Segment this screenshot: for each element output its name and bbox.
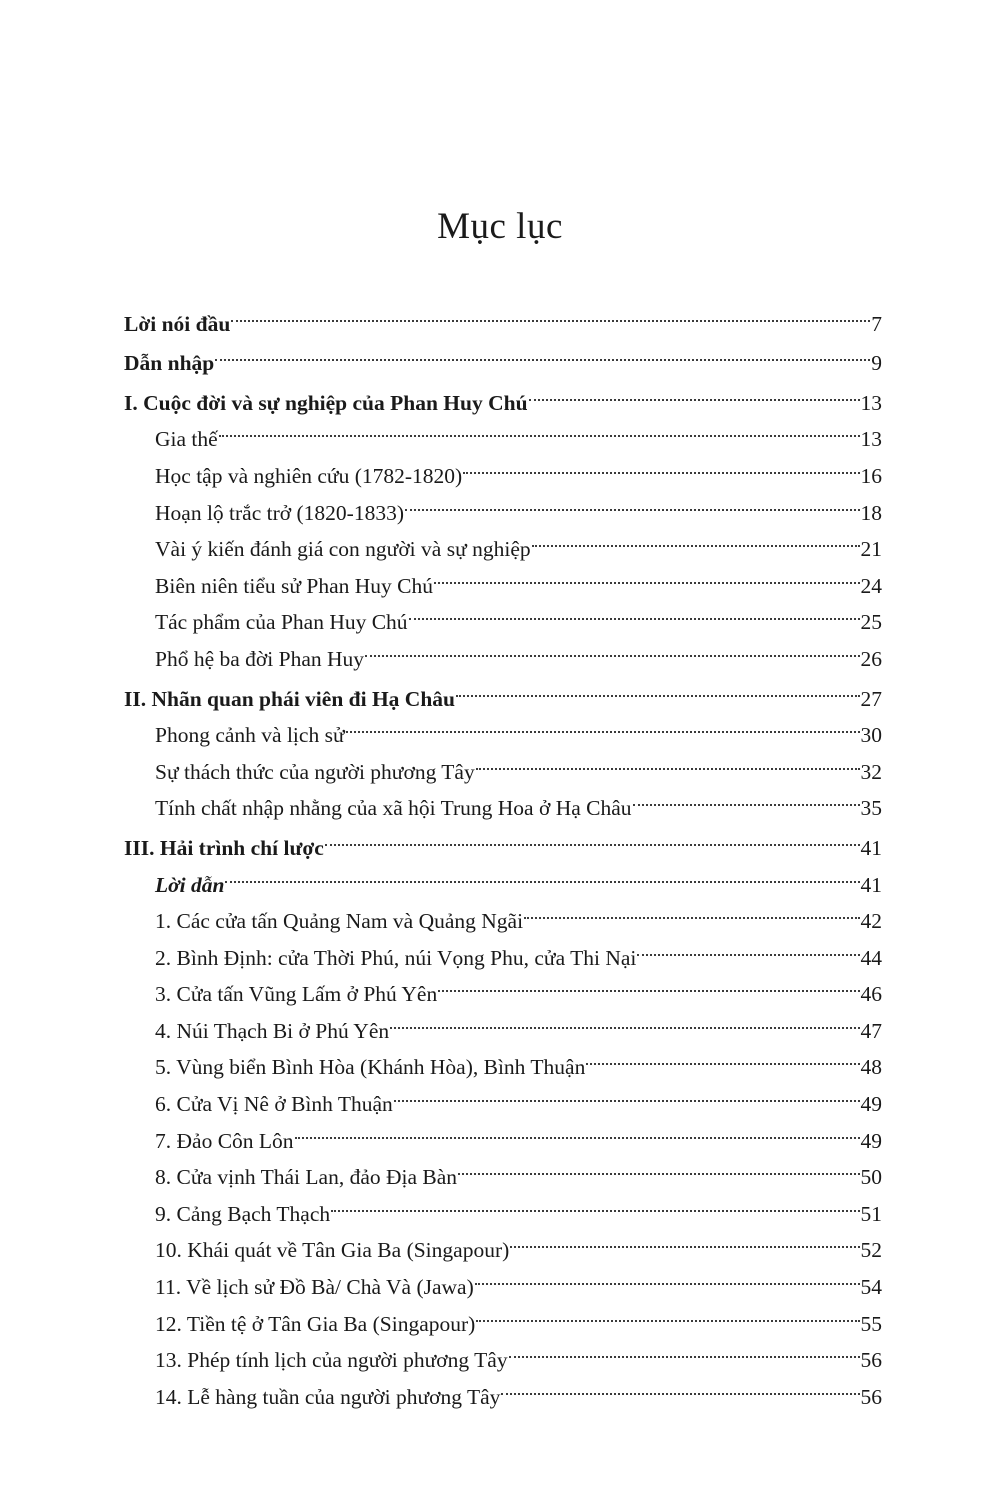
dot-leader — [586, 1038, 859, 1075]
toc-page-number: 35 — [860, 796, 882, 821]
dot-leader — [390, 1001, 859, 1038]
dot-leader — [510, 1221, 859, 1258]
toc-entry-label: 14. Lễ hàng tuần của người phương Tây — [155, 1384, 501, 1409]
toc-page-number: 9 — [871, 351, 882, 376]
table-of-contents — [124, 294, 882, 1409]
toc-entry-label: Phổ hệ ba đời Phan Huy — [155, 646, 365, 671]
toc-entry-label: 5. Vùng biển Bình Hòa (Khánh Hòa), Bình Thuận — [155, 1055, 586, 1080]
toc-entry-label: Học tập và nghiên cứu (1782-1820) — [155, 463, 463, 488]
toc-page-number: 7 — [871, 311, 882, 336]
toc-chapter-entry — [124, 373, 882, 415]
toc-entry-label: 4. Núi Thạch Bi ở Phú Yên — [155, 1018, 390, 1043]
dot-leader — [529, 373, 860, 410]
dot-leader — [456, 669, 859, 706]
toc-page-number: 21 — [860, 537, 882, 562]
dot-leader — [524, 892, 859, 929]
toc-page-number: 49 — [860, 1092, 882, 1117]
toc-entry-label: Dẫn nhập — [124, 351, 215, 376]
dot-leader — [365, 629, 859, 666]
dot-leader — [637, 928, 859, 965]
toc-page-number: 41 — [860, 835, 882, 860]
toc-section-entry — [124, 855, 882, 897]
dot-leader — [405, 483, 860, 520]
toc-entry-label: 10. Khái quát về Tân Gia Ba (Singapour) — [155, 1238, 510, 1263]
toc-page-number: 32 — [860, 759, 882, 784]
toc-page-number: 13 — [860, 390, 882, 415]
toc-entry-label: Sự thách thức của người phương Tây — [155, 759, 475, 784]
toc-page-number: 51 — [860, 1201, 882, 1226]
toc-entry-label: 8. Cửa vịnh Thái Lan, đảo Địa Bàn — [155, 1165, 458, 1190]
toc-page-number: 46 — [860, 982, 882, 1007]
toc-entry-label: 1. Các cửa tấn Quảng Nam và Quảng Ngãi — [155, 909, 524, 934]
toc-chapter-entry — [124, 334, 882, 376]
dot-leader — [409, 593, 860, 630]
toc-entry-label: Lời dẫn — [155, 872, 225, 897]
toc-entry-label: 13. Phép tính lịch của người phương Tây — [155, 1348, 508, 1373]
dot-leader — [509, 1331, 860, 1368]
toc-entry-label: 3. Cửa tấn Vũng Lấm ở Phú Yên — [155, 982, 438, 1007]
toc-page-number: 50 — [860, 1165, 882, 1190]
toc-page-number: 18 — [860, 500, 882, 525]
toc-entry-label: Vài ý kiến đánh giá con người và sự nghiệp — [155, 537, 531, 562]
toc-entry-label: 2. Bình Định: cửa Thời Phú, núi Vọng Phu, cửa Thi Nại — [155, 945, 637, 970]
toc-page-number: 56 — [860, 1348, 882, 1373]
toc-entry-label: Gia thế — [155, 427, 218, 452]
toc-entry-label: Tác phẩm của Phan Huy Chú — [155, 610, 408, 635]
toc-entry-label: 12. Tiền tệ ở Tân Gia Ba (Singapour) — [155, 1311, 476, 1336]
dot-leader — [325, 818, 860, 855]
dot-leader — [501, 1367, 859, 1404]
toc-page-number: 24 — [860, 573, 882, 598]
toc-entry-label: 7. Đảo Côn Lôn — [155, 1128, 294, 1153]
dot-leader — [331, 1184, 859, 1221]
toc-page-number: 54 — [860, 1275, 882, 1300]
toc-entry-label: 9. Cảng Bạch Thạch — [155, 1201, 331, 1226]
toc-page-number: 30 — [860, 723, 882, 748]
toc-section-entry — [124, 892, 882, 934]
toc-page-number: 13 — [860, 427, 882, 452]
dot-leader — [476, 1294, 859, 1331]
toc-page-number: 25 — [860, 610, 882, 635]
dot-leader — [225, 855, 859, 892]
dot-leader — [532, 520, 860, 557]
toc-page-number: 55 — [860, 1311, 882, 1336]
toc-page-number: 52 — [860, 1238, 882, 1263]
toc-page-number: 41 — [860, 872, 882, 897]
toc-page-number: 44 — [860, 945, 882, 970]
dot-leader — [215, 334, 870, 371]
toc-entry-label: Biên niên tiểu sử Phan Huy Chú — [155, 573, 433, 598]
toc-page-number: 42 — [860, 909, 882, 934]
toc-page-number: 56 — [860, 1384, 882, 1409]
toc-page-number: 47 — [860, 1018, 882, 1043]
toc-entry-label: I. Cuộc đời và sự nghiệp của Phan Huy Chú — [124, 390, 528, 415]
toc-section-entry — [124, 446, 882, 488]
dot-leader — [219, 410, 860, 447]
toc-entry-label: Hoạn lộ trắc trở (1820-1833) — [155, 500, 404, 525]
dot-leader — [476, 742, 860, 779]
toc-page-number: 49 — [860, 1128, 882, 1153]
toc-entry-label: Phong cảnh và lịch sử — [155, 723, 345, 748]
toc-page-number: 16 — [860, 463, 882, 488]
toc-entry-label: Tính chất nhập nhằng của xã hội Trung Hoa ở Hạ Châu — [155, 796, 632, 821]
toc-page-number: 48 — [860, 1055, 882, 1080]
toc-entry-label: III. Hải trình chí lược — [124, 835, 324, 860]
dot-leader — [463, 446, 859, 483]
toc-chapter-entry — [124, 294, 882, 336]
dot-leader — [438, 965, 859, 1002]
toc-entry-label: 6. Cửa Vị Nê ở Bình Thuận — [155, 1092, 393, 1117]
toc-section-entry — [124, 410, 882, 452]
page-title: Mục lục — [437, 206, 563, 247]
dot-leader — [458, 1148, 859, 1185]
dot-leader — [475, 1257, 860, 1294]
dot-leader — [633, 779, 860, 816]
dot-leader — [295, 1111, 860, 1148]
toc-entry-label: II. Nhãn quan phái viên đi Hạ Châu — [124, 686, 456, 711]
dot-leader — [394, 1074, 860, 1111]
toc-entry-label: 11. Về lịch sử Đồ Bà/ Chà Và (Jawa) — [155, 1275, 474, 1300]
toc-page-number: 27 — [860, 686, 882, 711]
dot-leader — [231, 294, 870, 331]
toc-entry-label: Lời nói đầu — [124, 311, 231, 336]
dot-leader — [434, 556, 860, 593]
dot-leader — [346, 706, 860, 743]
toc-page-number: 26 — [860, 646, 882, 671]
